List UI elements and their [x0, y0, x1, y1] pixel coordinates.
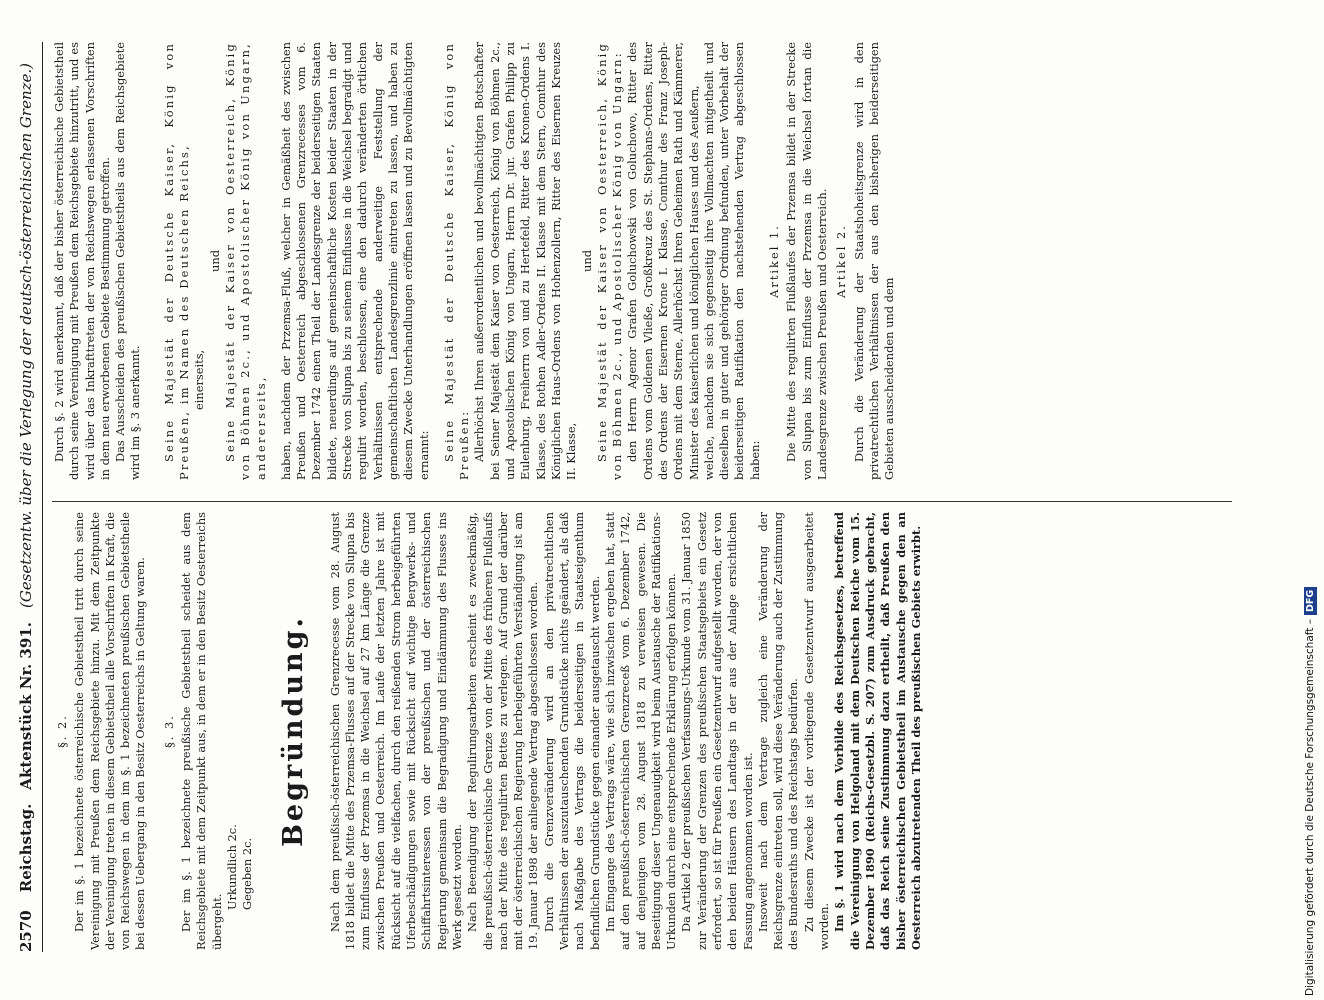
treaty-party: Seine Majestät der Deutsche Kaiser, König von Preußen: — [441, 42, 472, 480]
digitization-note — [1300, 6, 1320, 996]
running-header — [14, 42, 38, 952]
treaty-party: Seine Majestät der Kaiser von Oesterreich, König von Böhmen 2c., und Apostolischer König von Ungarn: — [594, 42, 625, 480]
section-heading: §. 3. — [161, 714, 176, 748]
plenipotentiary: den Herrn Agenor Grafen Goluchowski von Goluchowo, Ritter des Ordens vom Goldenen Vließe, Großkreuz des St. Stephans-Ordens, Ritter des Ordens der Eisernen Krone I. Klasse, Comthur des Franz Joseph-Ordens mit dem Sterne, Allerhöchst Ihren Geheimen Rath und Kämmerer, Minister des kaiserlichen und königlichen Hauses und des Aeußern, — [625, 42, 701, 480]
paragraph: Im §. 1 wird nach dem Vorbilde des Reichsgesetzes, betreffend die Vereinigung von Helgoland mit dem Deutschen Reiche vom 15. Dezember 1890 (Reichs-Gesetzbl. S. 207) zum Ausdruck gebracht, daß das Reich seine Zustimmung dazu ertheilt, daß Preußen den bisher österreichischen Gebietstheil im Austausche gegen den an Oesterreich abzutretenden Theil des preußischen Gebiets erwirbt. — [832, 512, 923, 950]
treaty-party: Seine Majestät der Kaiser von Oesterreich, König von Böhmen 2c., und Apostolischer König von Ungarn, andererseits, — [222, 42, 268, 480]
signature-line: Urkundlich 2c. — [224, 824, 239, 910]
paragraph: Insoweit nach dem Vertrage zugleich eine Veränderung der Reichsgrenze eintreten soll, wird diese Veränderung auch der Zustimmung des Bundesraths und des Reichstags bedürfen. — [755, 512, 801, 950]
treaty-einerseits: einerseits, — [192, 349, 207, 410]
column-divider — [52, 501, 1232, 502]
treaty-party: Seine Majestät der Deutsche Kaiser, König von Preußen, im Namen des Deutschen Reichs, — [161, 42, 192, 480]
header-title: Reichstag. — [17, 803, 35, 893]
treaty-welche: welche, nachdem sie sich gegenseitig ihre Vollmachten mitgetheilt und dieselben in guter und gehöriger Ordnung befunden, unter Vorbehalt der beiderseitigen Ratifikation den nachstehenden Vertrag abgeschlossen haben: — [701, 42, 762, 480]
paragraph: Durch die Veränderung der Staatshoheitsgrenze wird in den privatrechtlichen Verhältnissen der aus den bisherigen beiderseitigen Gebieten ausscheidenden und dem — [851, 42, 897, 480]
signature-line: Gegeben 2c. — [240, 837, 255, 910]
paragraph: Der im §. 1 bezeichnete österreichische Gebietstheil tritt durch seine Vereinigung mit Preußen dem Reichsgebiete hinzu. Mit dem Zeitpunkte der Vereinigung treten in diesem Gebietstheil alle Vorschriften in Kraft, die von Reichswegen in dem im §. 1 bezeichneten preußischen Gebietstheile bei dessen Uebergang in den Besitz Oesterreichs in Geltung waren. — [72, 512, 148, 950]
treaty-und: und — [207, 250, 222, 272]
header-subtitle: (Gesetzentw. über die Verlegung der deutsch-österreichischen Grenze.) — [17, 62, 35, 609]
left-column — [52, 512, 1232, 950]
begruendung-heading: Begründung. — [277, 615, 309, 847]
paragraph: Das Ausscheiden des preußischen Gebietstheils aus dem Reichsgebiete wird im §. 3 anerkannt. — [113, 42, 143, 480]
header-document: Aktenstück Nr. 391. — [17, 622, 35, 790]
paragraph: Im Eingange des Vertrags wäre, wie sich inzwischen ergeben hat, statt auf den preußisch-österreichischen Grenzreceß vom 6. Dezember 1742, auf denjenigen vom 28. August 1818 zu verweisen gewesen. Die Beseitigung dieser Ungenauigkeit wird beim Austausche der Ratifikations-Urkunden durch eine entsprechende Erklärung erfolgen können. — [602, 512, 679, 950]
dfg-logo: DFG — [1304, 587, 1317, 615]
page-number: 2570 — [17, 910, 35, 952]
paragraph: Zu diesem Zwecke ist der vorliegende Gesetzentwurf ausgearbeitet worden. — [801, 512, 832, 950]
paragraph: Der im §. 1 bezeichnete preußische Gebietstheil scheidet aus dem Reichsgebiete mit dem Zeitpunkt aus, in dem er in den Besitz Oesterreichs übergeht. — [179, 512, 224, 950]
paragraph: Da Artikel 2 der preußischen Verfassungs-Urkunde vom 31. Januar 1850 zur Veränderung der Grenzen des preußischen Staatsgebiets ein Gesetz erfordert, so ist für Preußen ein Gesetzentwurf aufgestellt worden, der von den beiden Häusern des Landtags in der aus der Anlage ersichtlichen Fassung angenommen worden ist. — [679, 512, 755, 950]
right-column — [52, 42, 1232, 480]
plenipotentiary: Allerhöchst Ihren außerordentlichen und bevollmächtigten Botschafter bei Seiner Majestät dem Kaiser von Oesterreich, König von Böhmen 2c., und Apostolischen König von Ungarn, Herrn Dr. jur. Grafen Philipp zu Eulenburg, Freiherrn von und zu Hertefeld, Ritter des Kronen-Ordens I. Klasse, des Rothen Adler-Ordens II. Klasse mit dem Stern, Comthur des Königlichen Haus-Ordens von Hohenzollern, Ritter des Eisernen Kreuzes II. Klasse, — [472, 42, 579, 480]
treaty-und: und — [579, 250, 594, 272]
article-heading: Artikel 2. — [834, 224, 849, 298]
paragraph: Durch §. 2 wird anerkannt, daß der bisher österreichische Gebietstheil durch seine Vereinigung mit Preußen dem Reichsgebiete hinzutritt, und es wird über das Inkrafttreten der von Reichswegen erlassenen Vorschriften in dem neu erworbenen Gebiete Bestimmung getroffen. — [52, 42, 112, 480]
treaty-preamble: haben, nachdem der Przemsa-Fluß, welcher in Gemäßheit des zwischen Preußen und Oesterreich abgeschlossenen Grenzrecesses vom 6. Dezember 1742 einen Theil der Landesgrenze der beiderseitigen Staaten bildete, neuerdings auf gemeinschaftliche Kosten beider Staaten in der Strecke von Slupna bis zu seinem Einflusse in die Weichsel begradigt und regulirt worden, beschlossen, eine den dadurch veränderten örtlichen Verhältnissen entsprechende anderweitige Feststellung der gemeinschaftlichen Landesgrenzlinie eintreten zu lassen, und haben zu diesem Zwecke Unterhandlungen eröffnen lassen und zu Bevollmächtigten ernannt: — [278, 42, 431, 480]
article-heading: Artikel 1. — [767, 224, 782, 298]
section-heading: §. 2. — [55, 714, 69, 748]
paragraph: Die Mitte des regulirten Flußlaufes der Przemsa bildet in der Strecke von Slupna bis zum Einflusse der Przemsa in die Weichsel fortan die Landesgrenze zwischen Preußen und Oesterreich. — [784, 42, 829, 480]
paragraph: Nach Beendigung der Regulirungsarbeiten erscheint es zweckmäßig, die preußisch-österreichische Grenze von der Mitte des früheren Flußlaufs nach der Mitte des regulirten Bettes zu verlegen. Auf Grund der darüber mit der österreichischen Regierung herbeigeführten Verständigung ist am 19. Januar 1898 der anliegende Vertrag abgeschlossen worden. — [465, 512, 541, 950]
paragraph: Durch die Grenzveränderung wird an den privatrechtlichen Verhältnissen der auszutauschenden Grundstücke nichts geändert, als daß nach Maßgabe des Vertrags die beiderseitigen in Staatseigenthum befindlichen Grundstücke gegen einander ausgetauscht werden. — [541, 512, 602, 950]
header-rule — [42, 42, 43, 952]
digitization-text: Digitalisierung gefördert durch die Deutsche Forschungsgemeinschaft – — [1304, 619, 1316, 996]
paragraph: Nach dem preußisch-österreichischen Grenzrecesse vom 28. August 1818 bildet die Mitte des Przemsa-Flusses auf der Strecke von Slupna bis zum Einflusse der Przemsa in die Weichsel auf 27 km Länge die Grenze zwischen Preußen und Oesterreich. Im Laufe der letzten Jahre ist mit Rücksicht auf die vielfachen, durch den reißenden Strom herbeigeführten Uferbeschädigungen sowie mit Rücksicht auf wichtige Bergwerks- und Schiffahrtsinteressen von der preußischen und der österreichischen Regierung gemeinsam die Begradigung und Eindämmung des Flusses ins Werk gesetzt worden. — [327, 512, 464, 950]
